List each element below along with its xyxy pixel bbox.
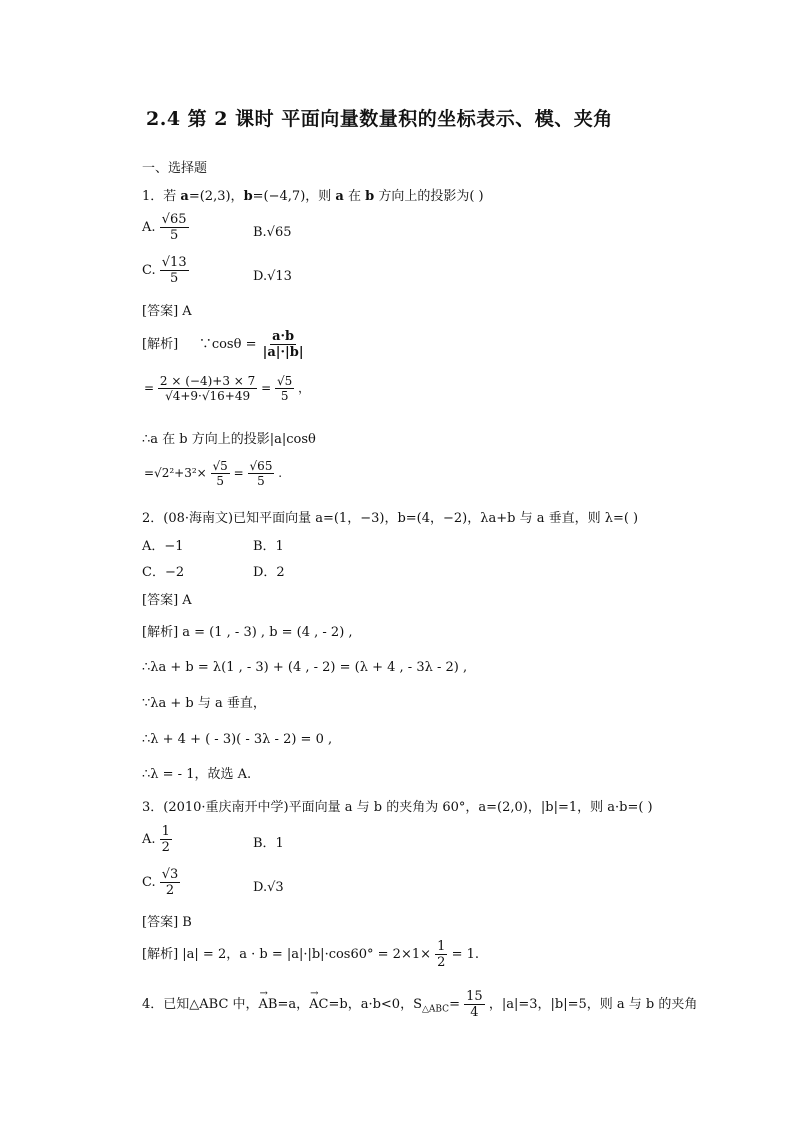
q3-analysis: [解析] |a| = 2，a · b = |a|·|b|·cos60° = 2×1× $\frac{1}{2}$ = 1. [142,939,480,970]
question-4-stem: 4．已知△ABC 中，→ AB=a，→ AC=b，a·b<0，$S_{\triangle ABC}=$ $\frac{15}{4}$ ，|a|=3，|b|=5，则 a 与 b 的夹角 [142,990,697,1019]
question-2-stem: 2．(08·海南文)已知平面向量 a=(1，−3)，b=(4，−2)，λa+b 与 a 垂直，则 λ=( ) [142,511,639,526]
q2-option-a: A．−1 [142,539,184,554]
q1-option-b: B.√65 [253,225,292,240]
q1-option-c: C. $\frac{√13}{5}$ [142,255,187,286]
section-heading: 一、选择题 [142,161,208,176]
vector-ab: → AB [259,998,278,1011]
q1-analysis-line-4: =√2²+3²× $\frac{√5}{5}$ = $\frac{√65}{5}$ . [144,459,283,488]
q2-option-c: C．−2 [142,565,185,580]
question-3-stem: 3．(2010·重庆南开中学)平面向量 a 与 b 的夹角为 60°，a=(2,0)，|b|=1，则 a·b=( ) [142,800,653,815]
q2-analysis-line-5: ∴λ = - 1，故选 A. [142,767,252,782]
q2-analysis-line-3: ∵λa + b 与 a 垂直， [142,696,266,711]
q3-option-b: B．1 [253,836,284,851]
q1-analysis-line-1: [解析] ∵cosθ = $\frac{a\cdot b}{|a|\cdot|b|}$ [142,329,304,360]
page-title: 2.4 第 2 课时 平面向量数量积的坐标表示、模、夹角 [146,108,613,130]
q2-analysis-line-4: ∴λ + 4 + ( - 3)( - 3λ - 2) = 0 , [142,732,333,747]
q3-answer: [答案] B [142,915,192,930]
q3-option-c: C. $\frac{√3}{2}$ [142,867,179,898]
q2-option-b: B．1 [253,539,284,554]
vector-ac: → AC [309,998,328,1011]
q1-analysis-line-3: ∴a 在 b 方向上的投影|a|cosθ [142,432,316,447]
q1-analysis-line-2: = $\frac{2 \times (-4)+3 \times 7}{√4+9\cdot√16+49}$ = $\frac{√5}{5}$ ， [144,374,311,403]
q2-analysis-line-1: [解析] a = (1 , - 3) , b = (4 , - 2) , [142,625,353,640]
q3-option-a: A. $\frac{1}{2}$ [142,824,170,855]
q2-option-d: D．2 [253,565,285,580]
q2-answer: [答案] A [142,593,192,608]
q2-analysis-line-2: ∴λa + b = λ(1 , - 3) + (4 , - 2) = (λ + 4 , - 3λ - 2) , [142,660,468,675]
q3-option-d: D.√3 [253,880,284,895]
question-1-stem: 1．若 a=(2,3)，b=(−4,7)，则 a 在 b 方向上的投影为( ) [142,189,484,204]
q1-answer: [答案] A [142,304,192,319]
q1-option-d: D.√13 [253,269,292,284]
q1-option-a: A. $\frac{√65}{5}$ [142,212,187,243]
